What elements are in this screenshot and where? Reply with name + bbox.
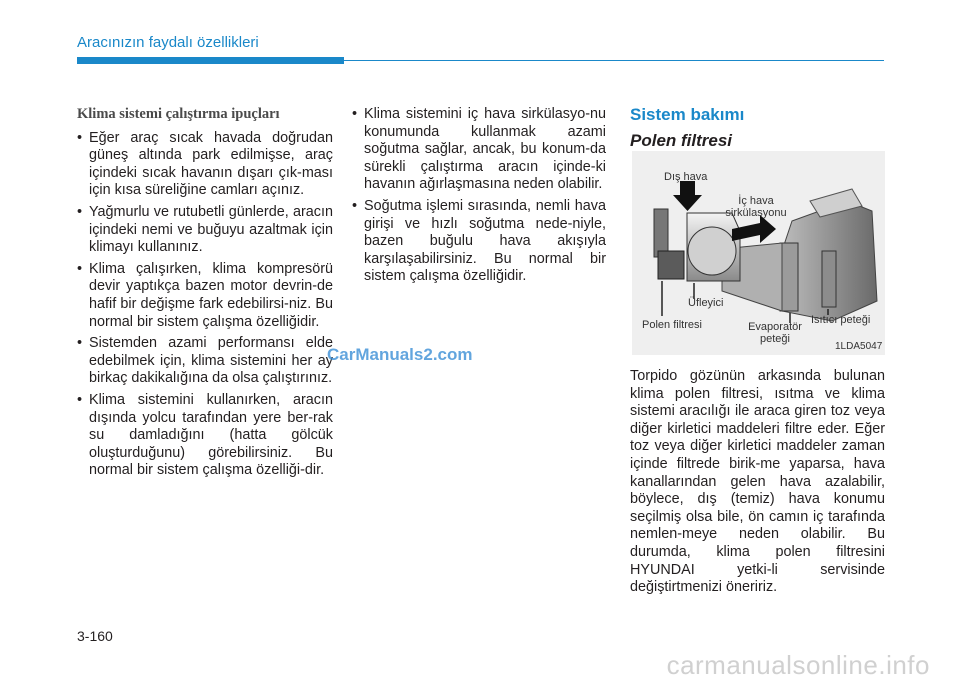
watermark: CarManuals2.com — [327, 345, 473, 364]
label-blower: Üfleyici — [688, 297, 724, 309]
label-recirculation: İç hava sirkülasyonu — [725, 195, 787, 219]
hvac-diagram — [632, 151, 885, 355]
tips-heading: Klima sistemi çalıştırma ipuçları — [77, 106, 280, 122]
list-item: • Klima çalışırken, klima kompresörü devir yaptıkça bazen motor devrin-de hafif bir değişme fark edebilirsi-niz. Bu normal bir sistem çalışma özelliğidir. — [77, 261, 333, 331]
list-item: • Soğutma işlemi sırasında, nemli hava girişi ve hızlı soğutma nede-niyle, bazen buğulu hava akışıyla karşılaşabilirsiniz. Bu normal bir sistem çalışma özelliğidir. — [352, 198, 606, 286]
header-rule — [344, 60, 884, 61]
tips-list — [77, 130, 333, 480]
list-item: • Yağmurlu ve rutubetli günlerde, aracın içindeki nemi ve buğuyu azaltmak için klimayı kullanınız. — [77, 204, 333, 257]
site-watermark: carmanualsonline.info — [666, 650, 930, 680]
list-item: • Klima sistemini kullanırken, aracın dışında yolcu tarafından yere ber-rak su damladığını (hatta gölcük oluşturduğunu) görebilirsiniz. Bu normal bir sistem çalışma özelliği-dir. — [77, 392, 333, 480]
middle-column — [352, 106, 606, 290]
left-column — [77, 106, 333, 484]
pollen-filter-paragraph: Torpido gözünün arkasında bulunan klima polen filtresi, ısıtma ve klima sistemi aracılığı ile araca giren toz veya diğer kirletici maddeleri filtre eder. Eğer toz veya diğer kirletici maddeler zaman içinde filtrede birik-me yaparsa, hava kanallarından gelen hava azalabilir, böylece, dış (temiz) hava konumu seçilmiş olsa bile, ön camın iç tarafında nemlen-meye neden olabilir. Bu durumda, klima polen filtresini HYUNDAI yetki-li servisinde değiştirtmenizi öneririz. — [630, 368, 885, 596]
label-evaporator: Evaporatör peteği — [748, 321, 802, 345]
page-number: 3-160 — [77, 628, 113, 644]
list-item: • Eğer araç sıcak havada doğrudan güneş altında park edilmişse, araç içindeki sıcak havanın dışarı çık-ması için kısa süreliğine camları açınız. — [77, 130, 333, 200]
label-outside-air: Dış hava — [664, 171, 708, 183]
pollen-filter-heading: Polen filtresi — [630, 130, 733, 150]
label-pollen-filter: Polen filtresi — [642, 319, 702, 331]
label-heater: Isıtıcı peteği — [811, 314, 871, 326]
figure-code: 1LDA5047 — [835, 341, 883, 352]
header-accent-bar — [77, 57, 344, 64]
maintenance-heading: Sistem bakımı — [630, 105, 745, 124]
list-item: • Sistemden azami performansı elde edebilmek için, klima sistemini her ay birkaç dakikalığına da olsa çalıştırınız. — [77, 335, 333, 388]
right-column — [630, 106, 884, 149]
header-section-title: Aracınızın faydalı özellikleri — [77, 34, 259, 51]
list-item: • Klima sistemini iç hava sirkülasyo-nu konumunda kullanmak azami soğutma sağlar, ancak, bu konum-da sürekli çalıştırma aracın içinde-ki havanın ağırlaşmasına neden olabilir. — [352, 106, 606, 194]
tips-list-continued — [352, 106, 606, 286]
